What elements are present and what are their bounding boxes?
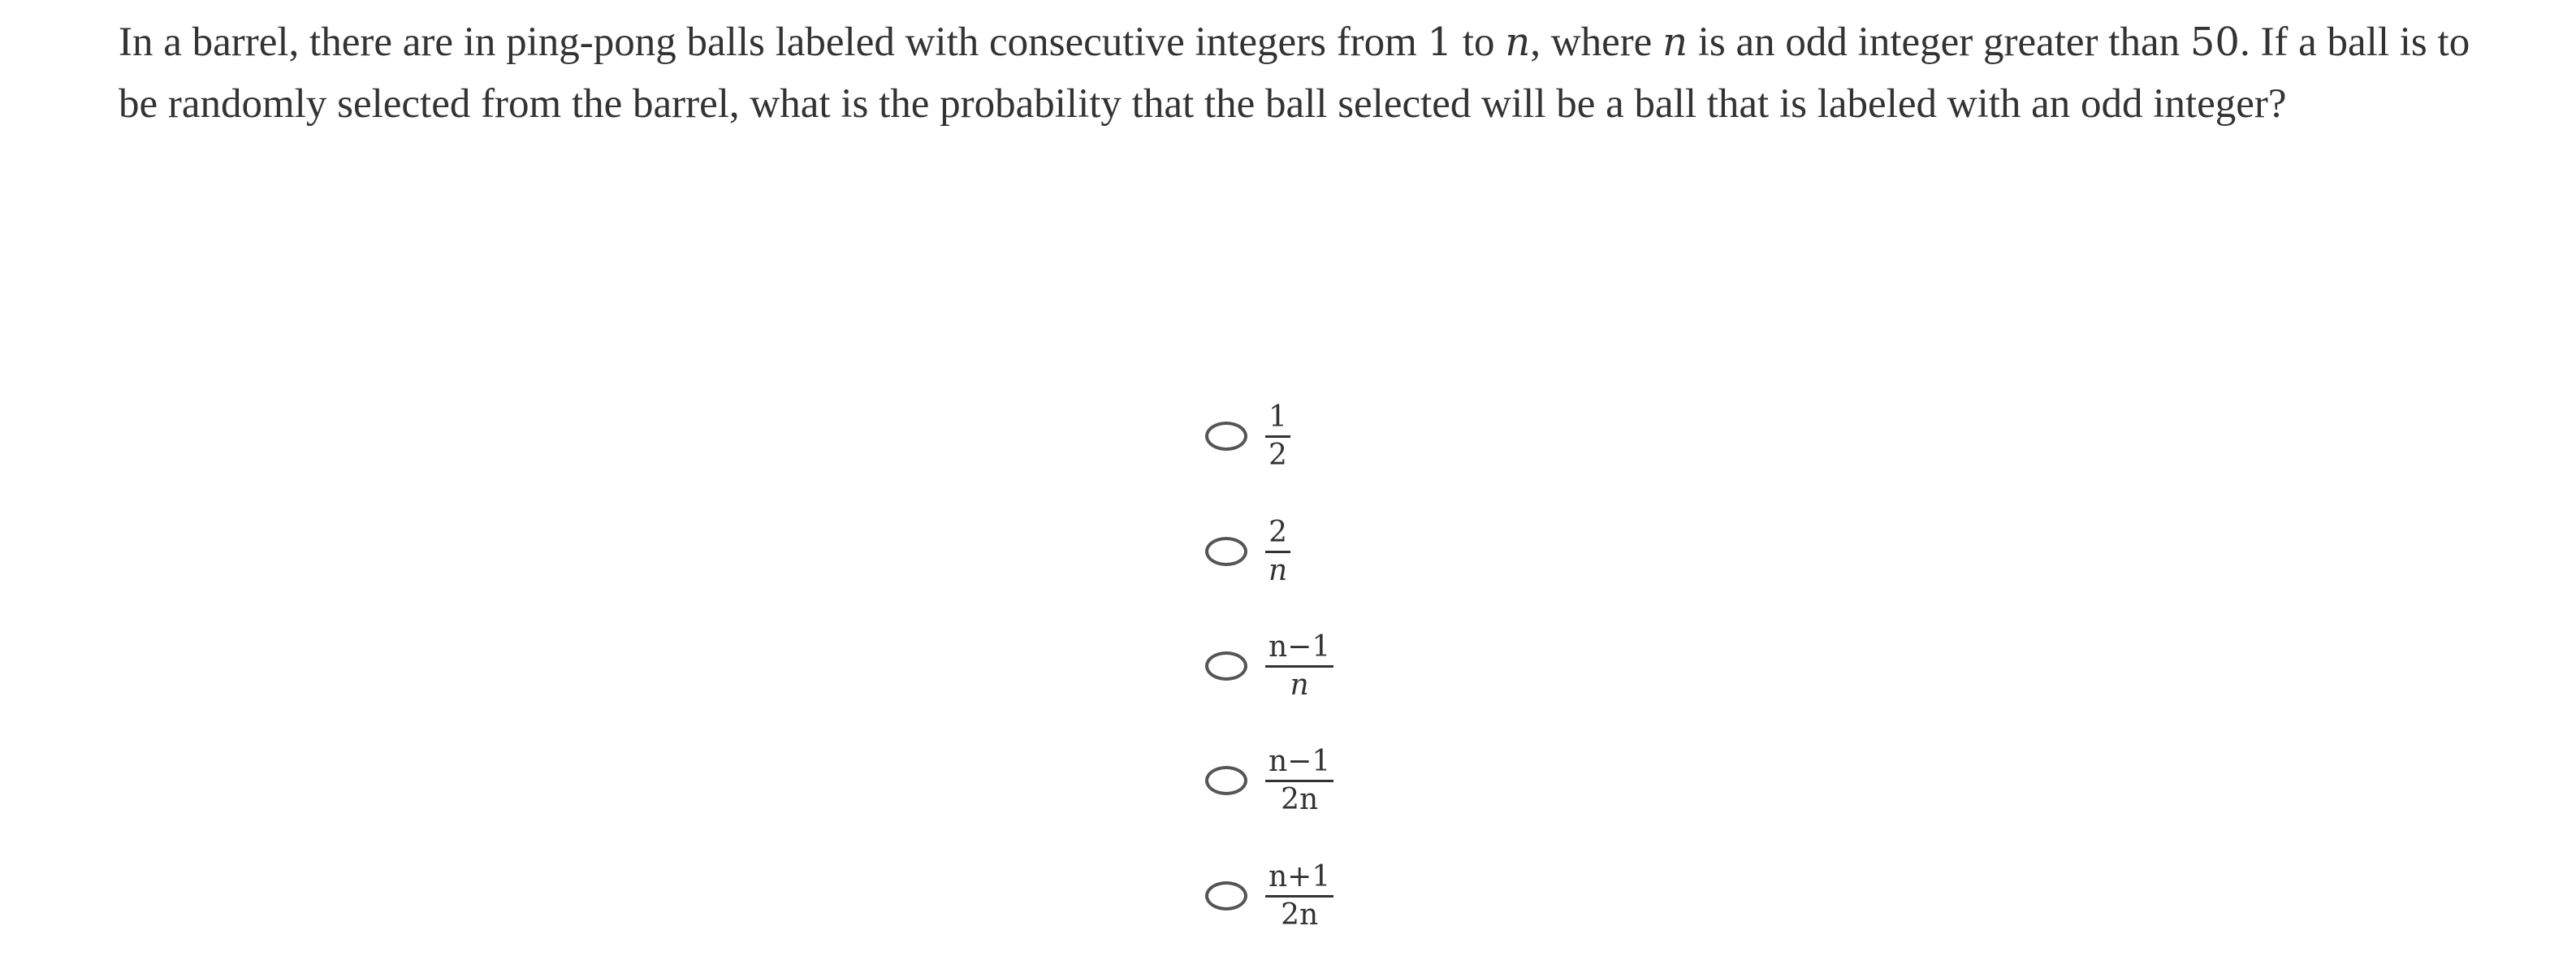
fraction-denominator: n: [1290, 668, 1309, 702]
fraction-b: [1265, 517, 1290, 587]
math-n: n: [1662, 19, 1688, 65]
choice-e[interactable]: [1205, 859, 1333, 932]
fraction-a: [1265, 401, 1290, 472]
radio-button-e[interactable]: [1205, 881, 1247, 911]
choice-d[interactable]: [1205, 744, 1333, 817]
question-part-3: , where: [1530, 19, 1663, 65]
fraction-d: [1265, 746, 1333, 816]
radio-button-d[interactable]: [1205, 766, 1247, 795]
question-part-4: is an odd integer greater than: [1688, 19, 2190, 65]
choice-c[interactable]: [1205, 629, 1333, 703]
question-part-2: to: [1452, 19, 1506, 65]
fraction-denominator: n: [1269, 553, 1288, 587]
radio-button-b[interactable]: [1205, 537, 1247, 566]
fraction-numerator: 2: [1265, 517, 1290, 553]
fraction-c: [1265, 631, 1333, 702]
question-part-5: . If a ball is to be randomly selected from the barrel, what is the probability that the ball selected will be a ball that is labeled with an odd integer?: [119, 19, 2470, 127]
fraction-numerator: n−1: [1265, 746, 1333, 782]
choice-a[interactable]: [1205, 400, 1290, 473]
choice-b[interactable]: [1205, 515, 1290, 588]
math-one: 1: [1427, 19, 1453, 65]
math-n: n: [1505, 19, 1531, 65]
fraction-numerator: n+1: [1265, 861, 1333, 898]
fraction-numerator: 1: [1265, 401, 1290, 438]
radio-button-c[interactable]: [1205, 651, 1247, 681]
fraction-e: [1265, 861, 1333, 932]
question-part-1: In a barrel, there are in ping-pong balls labeled with consecutive integers from: [119, 19, 1428, 65]
fraction-denominator: 2: [1269, 438, 1287, 472]
fraction-denominator: 2n: [1281, 898, 1319, 932]
radio-button-a[interactable]: [1205, 422, 1247, 451]
fraction-denominator: 2n: [1281, 782, 1319, 816]
fraction-numerator: n−1: [1265, 631, 1333, 668]
math-fifty: 50: [2189, 19, 2240, 65]
